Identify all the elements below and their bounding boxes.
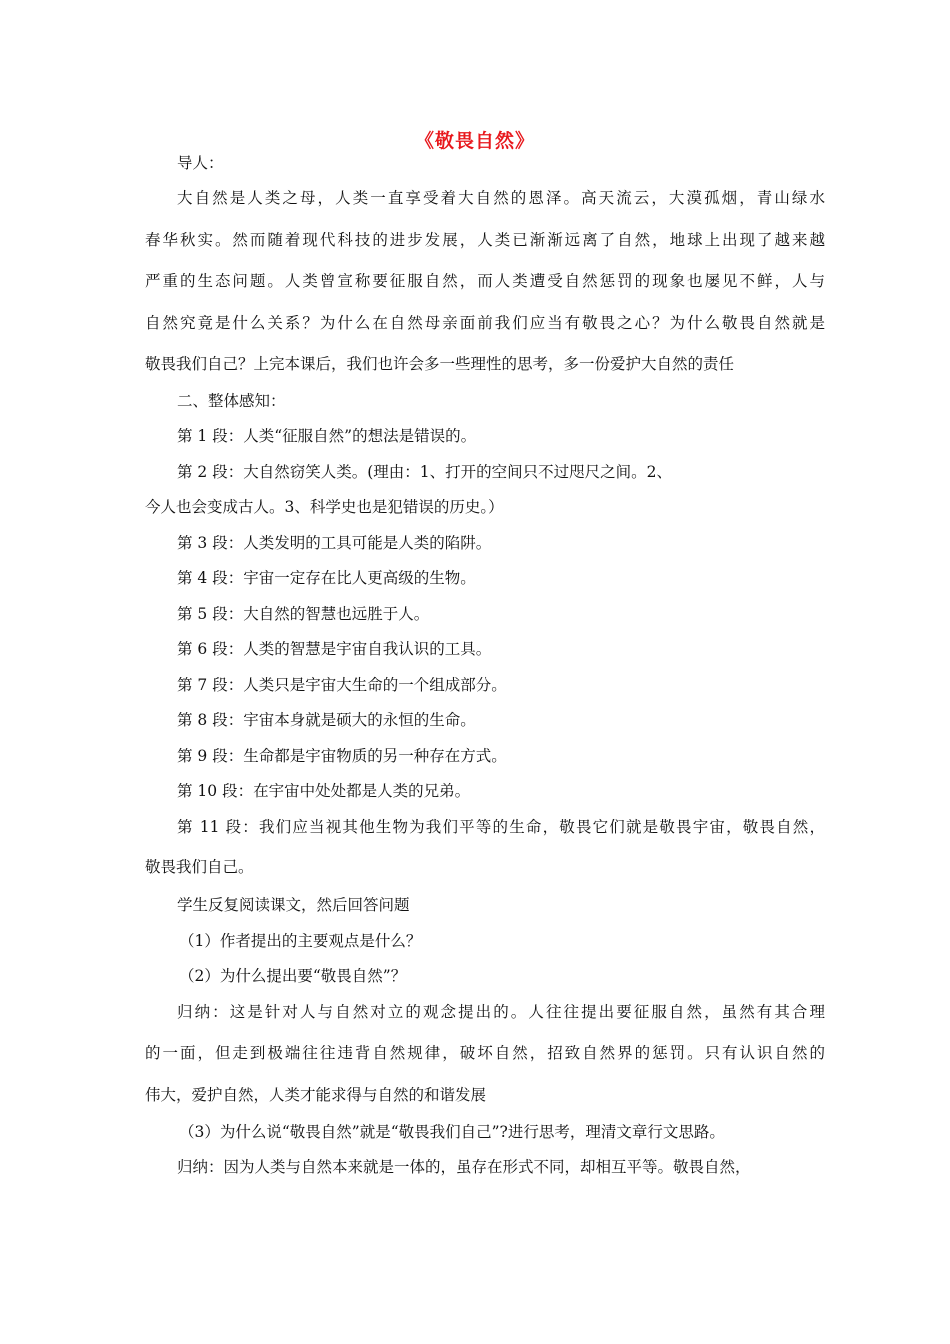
- answer-paragraph-line: 伟大，爱护自然，人类才能求得与自然的和谐发展: [145, 1086, 487, 1104]
- answer-paragraph-line: 的一面，但走到极端往往违背自然规律，破坏自然，招致自然界的惩罚。只有认识自然的: [145, 1044, 825, 1062]
- intro-paragraph-line: 严重的生态问题。人类曾宣称要征服自然，而人类遭受自然惩罚的现象也屡见不鲜，人与: [145, 272, 825, 290]
- paragraph-summary: 第 1 段：人类“征服自然”的想法是错误的。: [177, 427, 477, 445]
- paragraph-summary: 第 2 段：大自然窃笑人类。(理由：1、打开的空间只不过咫尺之间。2、: [177, 463, 672, 481]
- question-item: （3）为什么说“敬畏自然”就是“敬畏我们自己”?进行思考，理清文章行文思路。: [179, 1123, 725, 1141]
- intro-paragraph-line: 大自然是人类之母，人类一直享受着大自然的恩泽。高天流云，大漠孤烟，青山绿水: [177, 189, 825, 207]
- question-item: （1）作者提出的主要观点是什么？: [179, 932, 422, 950]
- section-heading: 二、整体感知：: [177, 392, 286, 410]
- paragraph-summary: 第 9 段：生命都是宇宙物质的另一种存在方式。: [177, 747, 507, 765]
- intro-paragraph-line: 自然究竟是什么关系？为什么在自然母亲面前我们应当有敬畏之心？为什么敬畏自然就是: [145, 314, 825, 332]
- paragraph-summary: 今人也会变成古人。3、科学史也是犯错误的历史。）: [145, 498, 504, 516]
- paragraph-summary: 第 10 段：在宇宙中处处都是人类的兄弟。: [177, 782, 471, 800]
- intro-paragraph-line: 敬畏我们自己？上完本课后，我们也许会多一些理性的思考，多一份爱护大自然的责任: [145, 355, 735, 373]
- paragraph-summary: 第 6 段：人类的智慧是宇宙自我认识的工具。: [177, 640, 492, 658]
- paragraph-summary: 第 3 段：人类发明的工具可能是人类的陷阱。: [177, 534, 492, 552]
- paragraph-summary: 第 11 段：我们应当视其他生物为我们平等的生命，敬畏它们就是敬畏宇宙，敬畏自然，: [177, 818, 825, 836]
- intro-paragraph-line: 春华秋实。然而随着现代科技的进步发展，人类已渐渐远离了自然，地球上出现了越来越: [145, 231, 825, 249]
- question-item: （2）为什么提出要“敬畏自然”？: [179, 967, 407, 985]
- document-title: 《敬畏自然》: [414, 130, 535, 152]
- paragraph-summary: 第 8 段：宇宙本身就是硕大的永恒的生命。: [177, 711, 476, 729]
- paragraph-summary: 第 7 段：人类只是宇宙大生命的一个组成部分。: [177, 676, 507, 694]
- intro-heading: 导人：: [177, 154, 224, 172]
- paragraph-summary: 敬畏我们自己。: [145, 858, 254, 876]
- instruction-text: 学生反复阅读课文，然后回答问题: [177, 896, 410, 914]
- paragraph-summary: 第 5 段：大自然的智慧也远胜于人。: [177, 605, 430, 623]
- answer-paragraph-line: 归纳：因为人类与自然本来就是一体的，虽存在形式不同，却相互平等。敬畏自然，: [177, 1158, 751, 1176]
- paragraph-summary: 第 4 段：宇宙一定存在比人更高级的生物。: [177, 569, 476, 587]
- answer-paragraph-line: 归纳：这是针对人与自然对立的观念提出的。人往往提出要征服自然，虽然有其合理: [177, 1003, 825, 1021]
